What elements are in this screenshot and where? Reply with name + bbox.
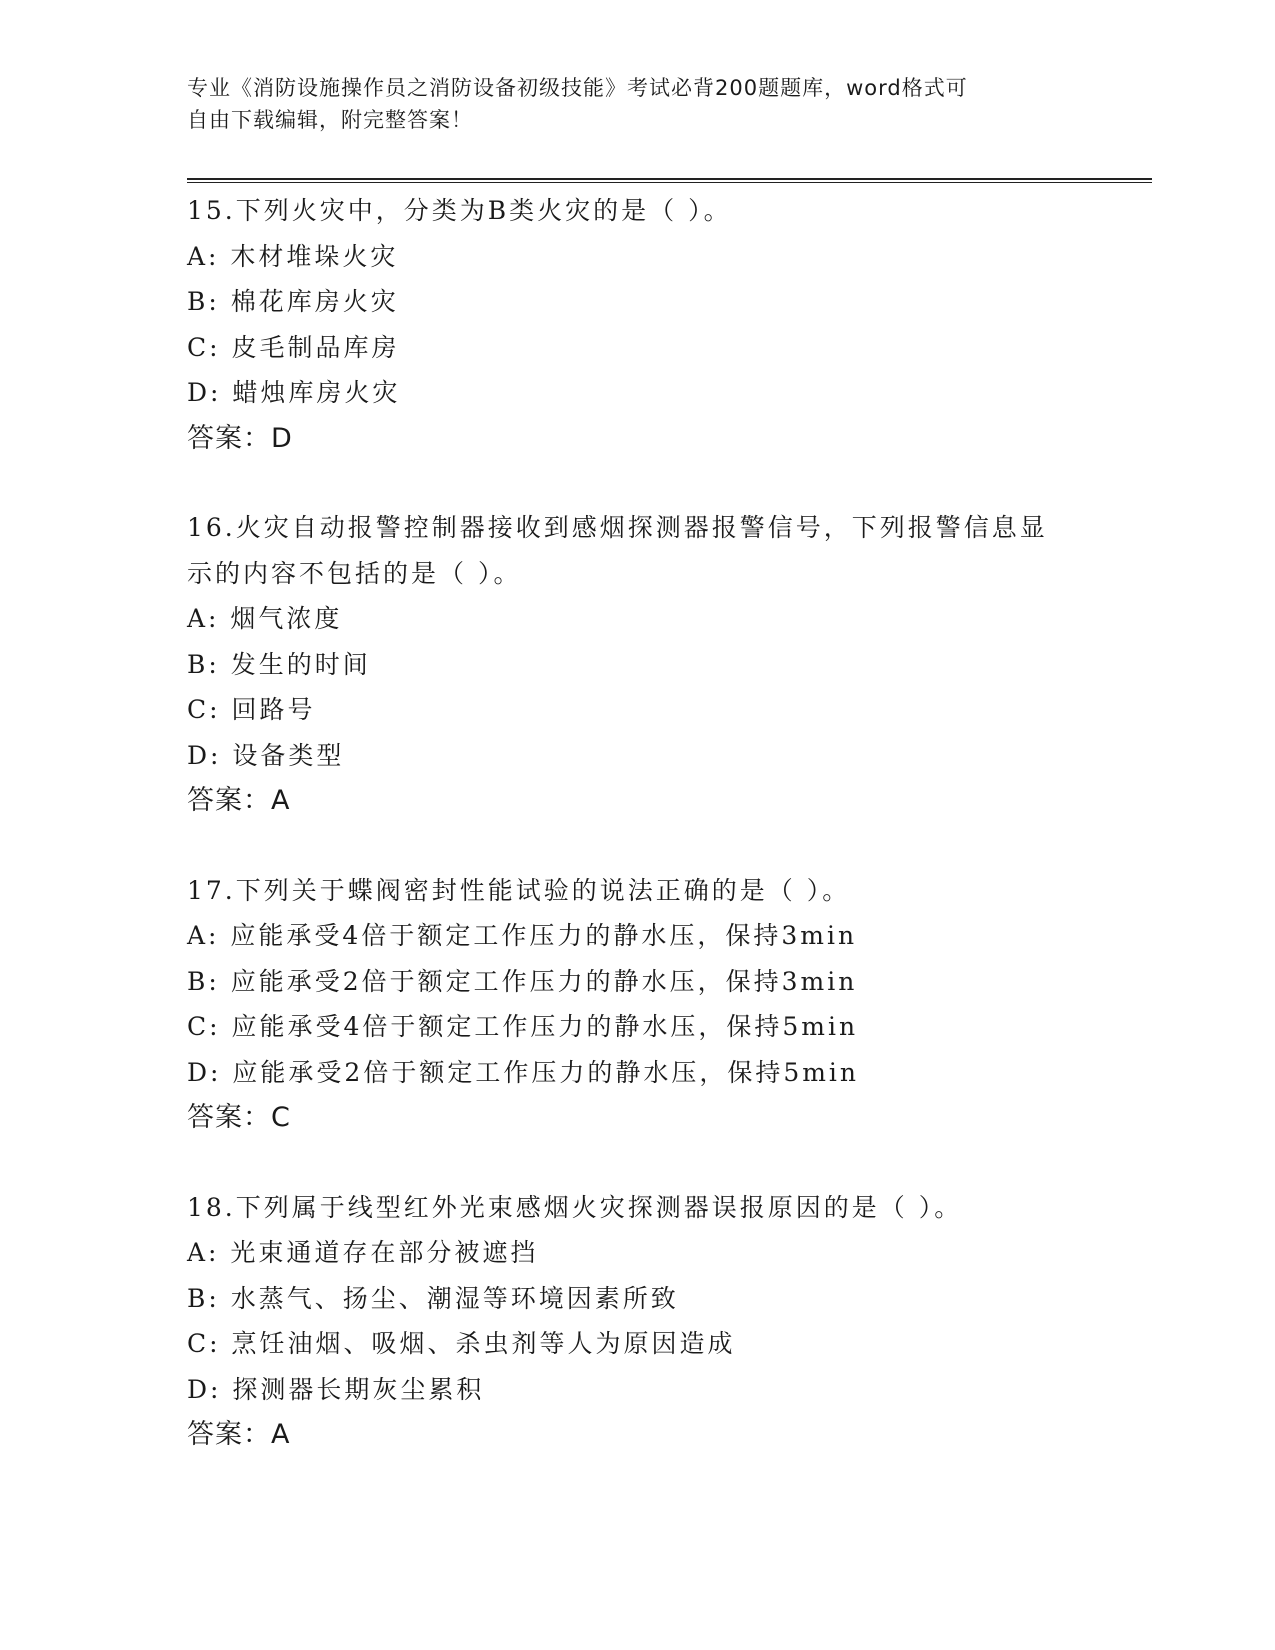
option-d: D: 应能承受2倍于额定工作压力的静水压，保持5min <box>187 1057 860 1087</box>
option-a: A: 应能承受4倍于额定工作压力的静水压，保持3min <box>187 921 858 950</box>
option-a: A: 烟气浓度 <box>187 604 343 633</box>
question-stem: 18.下列属于线型红外光束感烟火灾探测器误报原因的是（ ）。 <box>187 1192 963 1222</box>
option-c: C: 烹饪油烟、吸烟、杀虫剂等人为原因造成 <box>187 1329 736 1358</box>
question-stem-line-2: 示的内容不包括的是（ ）。 <box>187 558 522 588</box>
question-stem: 15.下列火灾中，分类为B类火灾的是（ ）。 <box>187 196 732 225</box>
header-line-1: 专业《消防设施操作员之消防设备初级技能》考试必背200题题库，word格式可 <box>187 76 968 100</box>
header-divider <box>187 178 1152 183</box>
answer-label: 答案：A <box>187 1419 291 1450</box>
option-c: C: 应能承受4倍于额定工作压力的静水压，保持5min <box>187 1012 859 1041</box>
option-b: B: 应能承受2倍于额定工作压力的静水压，保持3min <box>187 966 858 996</box>
option-b: B: 棉花库房火灾 <box>187 287 399 316</box>
option-d: D: 蜡烛库房火灾 <box>187 378 401 407</box>
header-line-2: 自由下载编辑，附完整答案！ <box>187 108 473 132</box>
document-header <box>187 72 1067 136</box>
option-a: A: 木材堆垛火灾 <box>187 241 399 271</box>
question-17 <box>187 868 1087 1141</box>
question-list <box>187 188 1087 1502</box>
answer-label: 答案：A <box>187 785 291 816</box>
option-d: D: 设备类型 <box>187 740 345 770</box>
option-b: B: 水蒸气、扬尘、潮湿等环境因素所致 <box>187 1283 679 1313</box>
option-a: A: 光束通道存在部分被遮挡 <box>187 1238 539 1267</box>
question-stem: 17.下列关于蝶阀密封性能试验的说法正确的是（ ）。 <box>187 875 851 905</box>
answer-label: 答案：D <box>187 422 293 454</box>
option-c: C: 回路号 <box>187 695 316 724</box>
question-15 <box>187 188 1087 461</box>
answer-label: 答案：C <box>187 1102 291 1133</box>
option-c: C: 皮毛制品库房 <box>187 332 400 362</box>
question-16 <box>187 505 1087 824</box>
option-d: D: 探测器长期灰尘累积 <box>187 1374 485 1404</box>
question-18 <box>187 1185 1087 1458</box>
question-stem-line-1: 16.火灾自动报警控制器接收到感烟探测器报警信号，下列报警信息显 <box>187 513 1048 542</box>
option-b: B: 发生的时间 <box>187 649 371 679</box>
